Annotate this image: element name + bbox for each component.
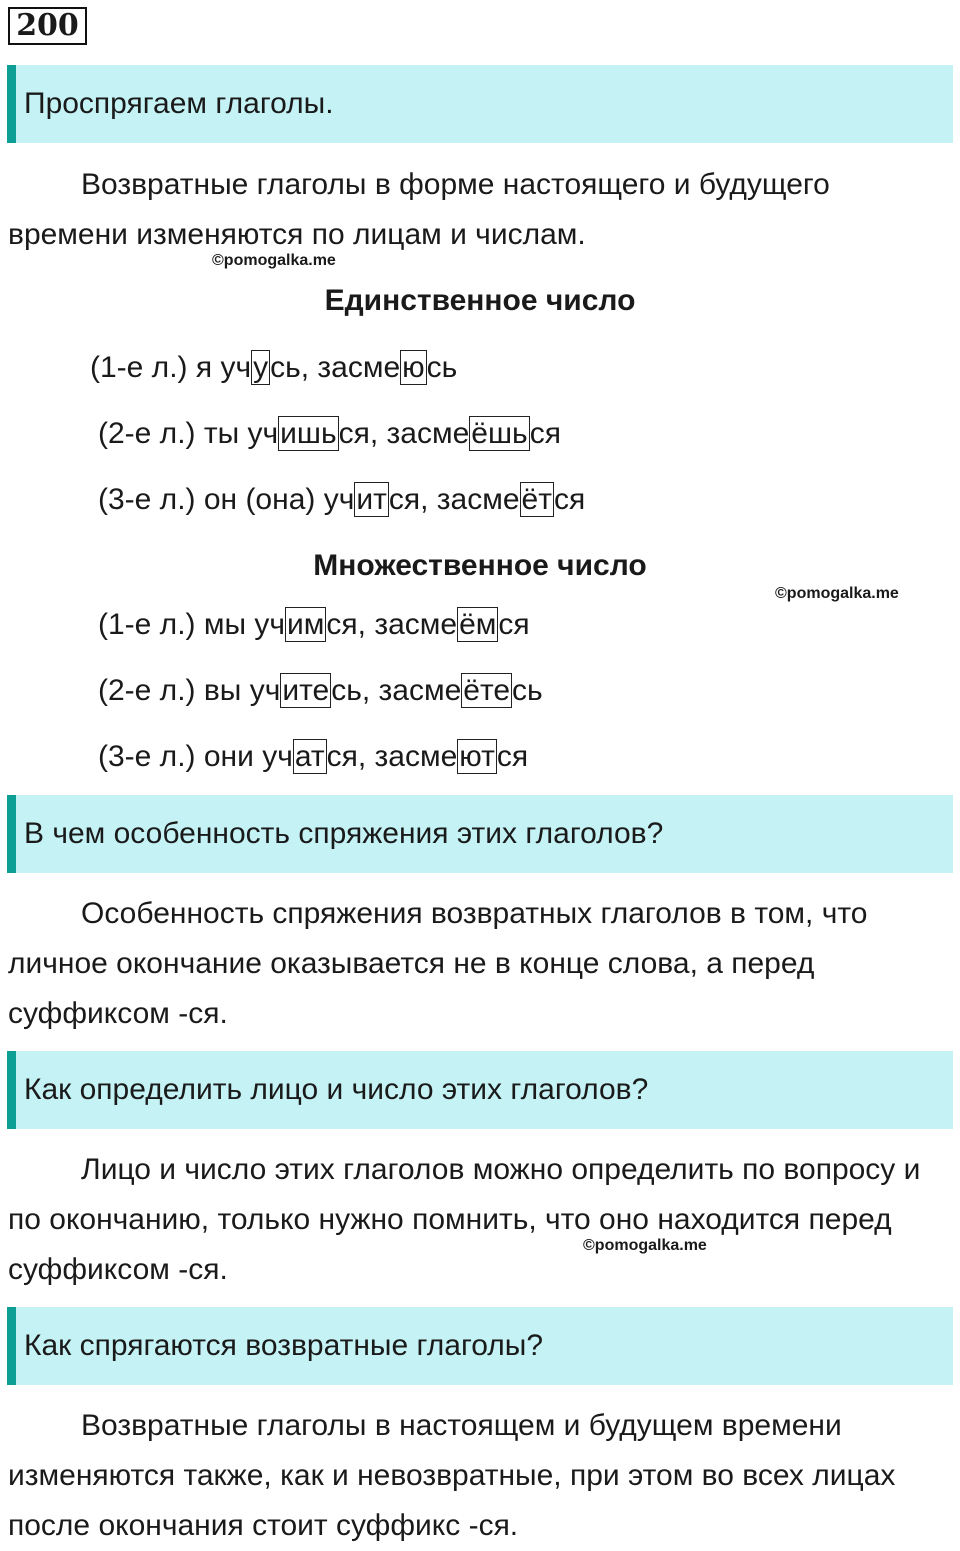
verb-stem: уч [220, 351, 252, 384]
verb-ending-box: им [287, 608, 325, 641]
verb-ending-box: ите [282, 674, 330, 707]
verb-ending-box: ит [356, 483, 387, 516]
verb-ending-box: ёт [521, 483, 552, 516]
conjugation-row: (2-е л.) ты учишься, засмеёшься [98, 417, 561, 450]
verb-stem: уч [323, 483, 355, 516]
verb-suffix: ся [553, 483, 586, 516]
verb-stem: засме [317, 351, 401, 384]
answer-paragraph-3 [8, 1145, 948, 1295]
question-text: Как спрягаются возвратные глаголы? [24, 1329, 544, 1362]
verb-zasmeyatsya [317, 350, 457, 385]
answer-paragraph-2 [8, 889, 948, 1039]
verb-stem: уч [262, 740, 293, 773]
answer-text: Особенность спряжения возвратных глаголов в том, что личное окончание оказывается не в конце слова, а перед суффиксом -ся. [8, 897, 868, 1030]
pronoun: я [195, 351, 213, 384]
person-label: (2-е л.) [98, 674, 196, 707]
conjugation-row: (1-е л.) мы учимся, засмеёмся [98, 608, 530, 641]
conjugation-row: (1-е л.) я учусь, засмеюсь [90, 351, 458, 384]
person-label: (1-е л.) [90, 351, 188, 384]
person-label: (3-е л.) [98, 740, 196, 773]
verb-zasmeyatsya [387, 416, 561, 451]
singular-heading: Единственное число [324, 284, 636, 317]
answer-paragraph-1 [8, 160, 948, 260]
plural-heading: Множественное число [313, 549, 647, 582]
answer-text: Лицо и число этих глаголов можно определить по вопросу и по окончанию, только нужно помнить, что оно находится перед суффиксом -ся. [8, 1153, 921, 1286]
verb-suffix: ся [338, 417, 370, 450]
verb-suffix: сь [512, 674, 543, 707]
verb-uchitsya [254, 607, 357, 642]
verb-zasmeyatsya [374, 607, 529, 642]
verb-stem: уч [247, 417, 279, 450]
verb-zasmeyatsya [437, 482, 585, 517]
person-label: (3-е л.) [98, 483, 196, 516]
verb-uchitsya [324, 482, 420, 517]
pronoun: мы [203, 608, 247, 641]
watermark: ©pomogalka.me [775, 585, 899, 602]
question-text: В чем особенность спряжения этих глаголов? [24, 817, 664, 850]
question-text: Проспрягаем глаголы. [24, 87, 334, 120]
verb-suffix: ся [326, 740, 358, 773]
verb-zasmeyatsya [379, 673, 543, 708]
verb-stem: засме [378, 674, 462, 707]
verb-uchitsya [248, 416, 370, 451]
verb-ending-box: ишь [280, 417, 337, 450]
question-bar-4 [7, 1307, 953, 1385]
verb-suffix: сь [270, 351, 301, 384]
verb-stem: засме [374, 740, 458, 773]
verb-uchitsya [250, 673, 362, 708]
conjugation-row: (3-е л.) они учатся, засмеются [98, 740, 529, 773]
verb-suffix: ся [496, 740, 529, 773]
verb-ending-box: ю [402, 351, 425, 384]
verb-ending-box: ём [459, 608, 497, 641]
verb-stem: засме [386, 417, 470, 450]
verb-ending-box: у [253, 351, 269, 384]
answer-text: Возвратные глаголы в настоящем и будущем времени изменяются также, как и невозвратные, при этом во всех лицах после окончания стоит суффикс -ся. [8, 1409, 896, 1542]
task-number: 200 [8, 7, 87, 45]
verb-suffix: сь [331, 674, 362, 707]
conjugation-row: (3-е л.) он (она) учится, засмеётся [98, 483, 586, 516]
verb-stem: засме [436, 483, 520, 516]
pronoun: ты [203, 417, 240, 450]
verb-suffix: ся [498, 608, 530, 641]
verb-uchitsya [220, 350, 300, 385]
answer-text: Возвратные глаголы в форме настоящего и будущего времени изменяются по лицам и числам. [8, 168, 830, 251]
person-label: (2-е л.) [98, 417, 196, 450]
pronoun: вы [203, 674, 242, 707]
verb-suffix: ся [529, 417, 561, 450]
verb-stem: засме [374, 608, 458, 641]
verb-suffix: ся [388, 483, 421, 516]
watermark: ©pomogalka.me [583, 1237, 707, 1254]
watermark: ©pomogalka.me [212, 252, 336, 269]
verb-ending-box: ат [294, 740, 325, 773]
verb-zasmeyatsya [375, 739, 529, 774]
conjugation-row: (2-е л.) вы учитесь, засмеётесь [98, 674, 543, 707]
question-text: Как определить лицо и число этих глаголов? [24, 1073, 649, 1106]
question-bar-1 [7, 65, 953, 143]
pronoun: он (она) [203, 483, 316, 516]
person-label: (1-е л.) [98, 608, 196, 641]
verb-stem: уч [254, 608, 286, 641]
verb-uchitsya [262, 739, 358, 774]
answer-paragraph-4 [8, 1401, 948, 1551]
verb-ending-box: ёте [463, 674, 511, 707]
question-bar-2 [7, 795, 953, 873]
question-bar-3 [7, 1051, 953, 1129]
pronoun: они [203, 740, 254, 773]
verb-stem: уч [249, 674, 281, 707]
verb-suffix: сь [426, 351, 458, 384]
verb-suffix: ся [326, 608, 358, 641]
verb-ending-box: ёшь [471, 417, 528, 450]
verb-ending-box: ют [459, 740, 495, 773]
